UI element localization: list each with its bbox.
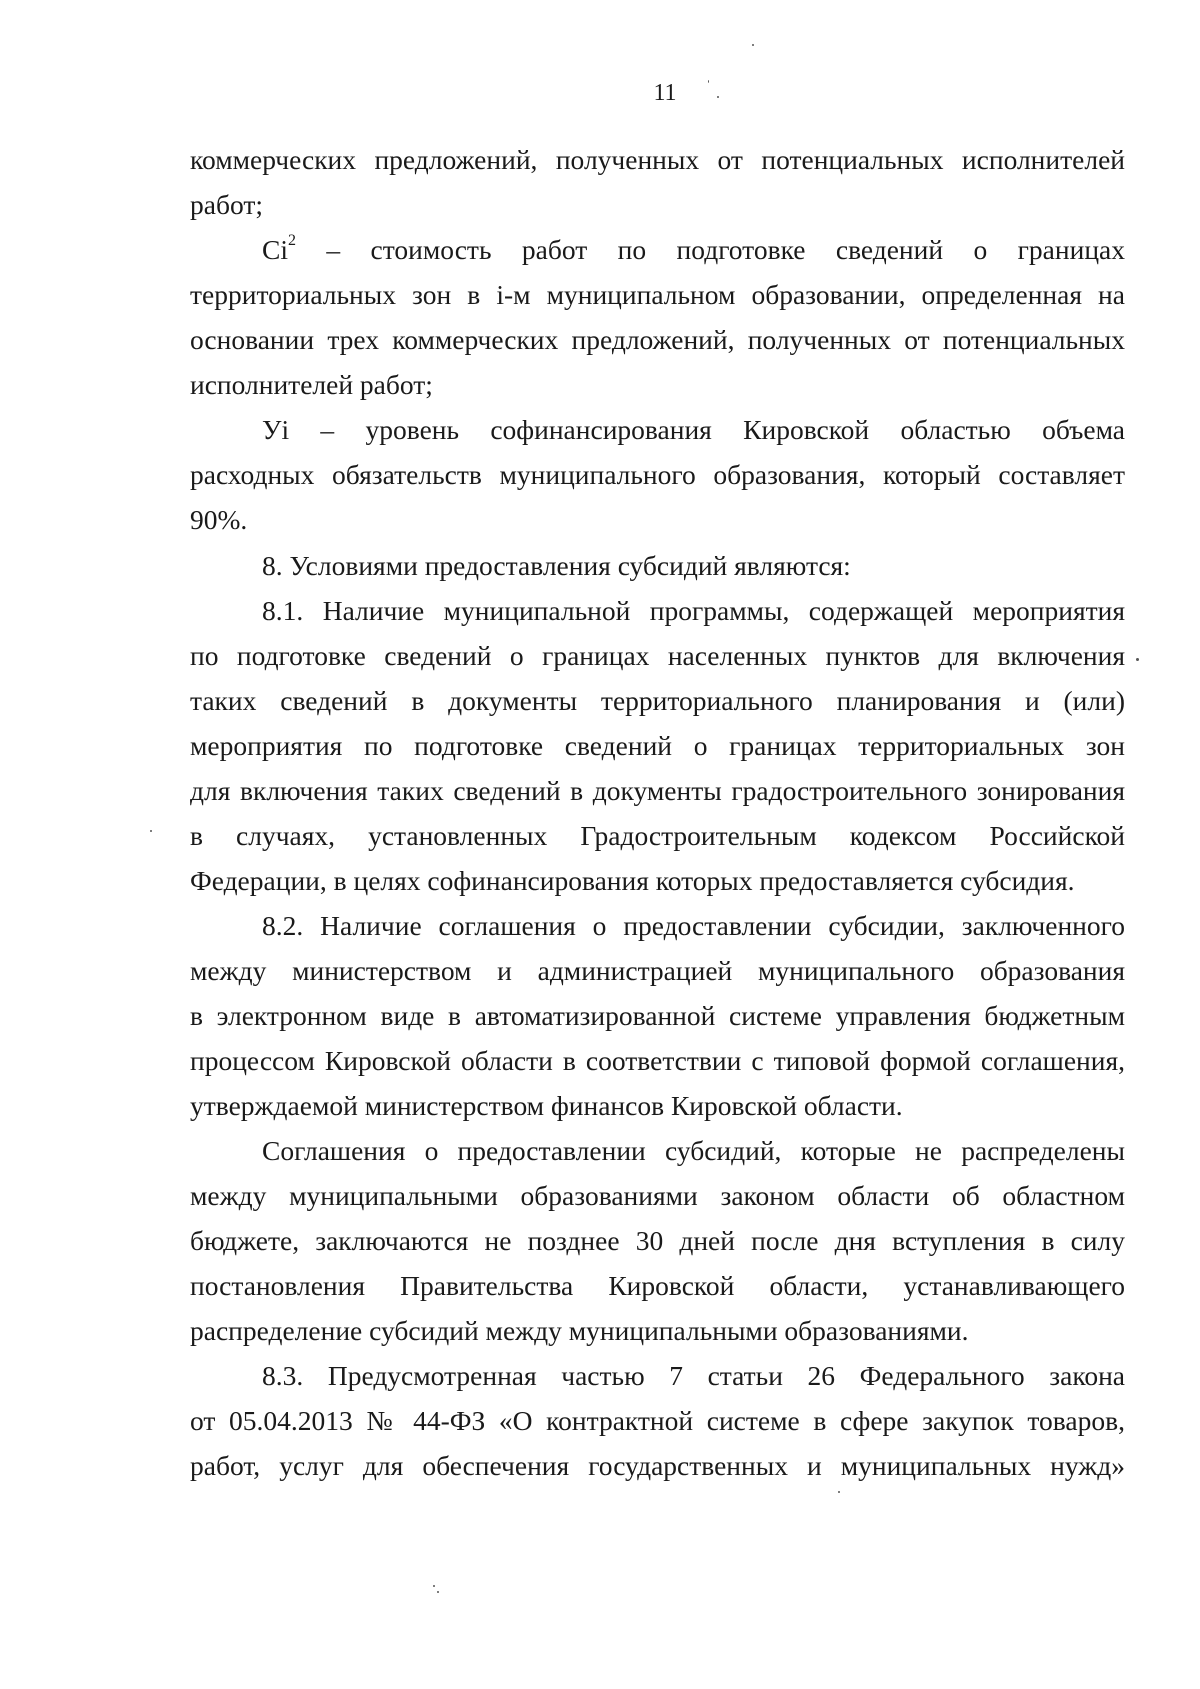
scan-speck — [1136, 658, 1139, 661]
text-line: работ; — [190, 189, 263, 220]
text-line — [262, 231, 1125, 265]
variable-name: Ci — [262, 234, 288, 265]
text-line: расходных обязательств муниципального образования, который составляет — [190, 459, 1125, 490]
text-line: основании трех коммерческих предложений, полученных от потенциальных — [190, 324, 1125, 355]
text-line: коммерческих предложений, полученных от потенциальных исполнителей — [190, 144, 1125, 175]
text-line: Уi – уровень софинансирования Кировской областью объема — [262, 414, 1125, 445]
text-line: Соглашения о предоставлении субсидий, которые не распределены — [262, 1135, 1125, 1166]
scan-speck — [437, 1591, 439, 1593]
scan-speck — [433, 1585, 435, 1587]
scan-speck — [838, 1491, 840, 1493]
text-line: распределение субсидий между муниципальными образованиями. — [190, 1315, 969, 1346]
text-line: для включения таких сведений в документы градостроительного зонирования — [190, 775, 1125, 806]
scan-speck — [717, 96, 719, 98]
text-line: 8. Условиями предоставления субсидий являются: — [262, 550, 851, 581]
text-line: между муниципальными образованиями законом области об областном — [190, 1180, 1125, 1211]
text-line: 8.3. Предусмотренная частью 7 статьи 26 Федерального закона — [262, 1360, 1125, 1391]
text-line: работ, услуг для обеспечения государственных и муниципальных нужд» — [190, 1450, 1125, 1481]
text-line: в электронном виде в автоматизированной системе управления бюджетным — [190, 1000, 1125, 1031]
text-line: исполнителей работ; — [190, 369, 433, 400]
text-line: утверждаемой министерством финансов Кировской области. — [190, 1090, 903, 1121]
text-line: 8.1. Наличие муниципальной программы, содержащей мероприятия — [262, 595, 1125, 626]
text-line: Федерации, в целях софинансирования которых предоставляется субсидия. — [190, 865, 1075, 896]
text-line: постановления Правительства Кировской области, устанавливающего — [190, 1270, 1125, 1301]
superscript: 2 — [287, 231, 296, 249]
text-line: бюджете, заключаются не позднее 30 дней после дня вступления в силу — [190, 1225, 1125, 1256]
scan-speck — [752, 44, 754, 46]
text-line: 90%. — [190, 504, 248, 535]
text-line: 8.2. Наличие соглашения о предоставлении субсидии, заключенного — [262, 910, 1125, 941]
text-line: процессом Кировской области в соответствии с типовой формой соглашения, — [190, 1045, 1125, 1076]
text-line: в случаях, установленных Градостроительным кодексом Российской — [190, 820, 1125, 851]
text-line: по подготовке сведений о границах населенных пунктов для включения — [190, 640, 1125, 671]
text-line: территориальных зон в i-м муниципальном образовании, определенная на — [190, 279, 1125, 310]
text-line: таких сведений в документы территориального планирования и (или) — [190, 685, 1125, 716]
scan-speck — [708, 80, 709, 83]
text-line: между министерством и администрацией муниципального образования — [190, 955, 1125, 986]
scan-speck — [150, 830, 152, 832]
text-line-body: – стоимость работ по подготовке сведений о границах — [295, 234, 1125, 265]
text-line: мероприятия по подготовке сведений о границах территориальных зон — [190, 730, 1125, 761]
text-line: от 05.04.2013 № 44-ФЗ «О контрактной системе в сфере закупок товаров, — [190, 1405, 1125, 1436]
page-number: 11 — [653, 80, 677, 106]
